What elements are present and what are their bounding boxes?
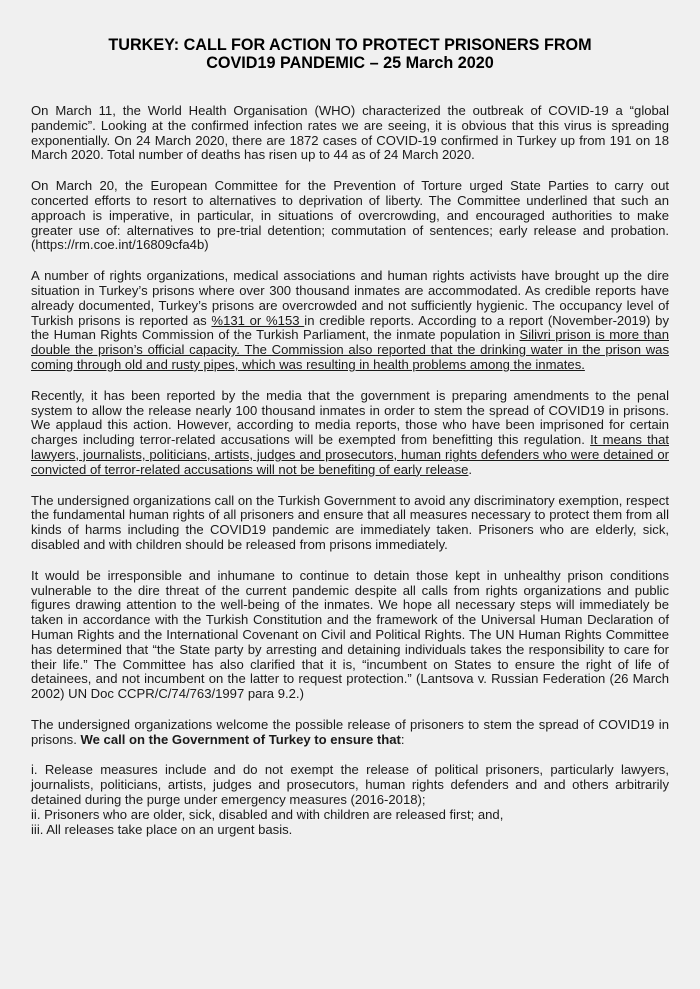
silivri-report-link[interactable]: Silivri prison is more than double the prison’s official capacity. The Commission also reported that the drinking water in the prison was coming through old and rusty pipes, which was resulting in health problems among the inmates. xyxy=(31,327,669,372)
paragraph-penal-amendments xyxy=(31,389,669,478)
demand-item-iii: iii. All releases take place on an urgent basis. xyxy=(31,821,293,837)
occupancy-link[interactable]: %131 or %153 xyxy=(211,312,305,328)
paragraph-cpt-recommendation: On March 20, the European Committee for the Prevention of Torture urged State Parties to carry out concerted efforts to resort to alternatives to deprivation of liberty. The Committee underlined that such an approach is imperative, in particular, in situations of overcrowding, and encouraged authorities to make greater use of: alternatives to pre-trial detention; commutation of sentences; early release and probation. (https://rm.coe.int/16809cfa4b) xyxy=(31,178,669,253)
penal-amendments-end: . xyxy=(468,461,473,477)
welcome-release-text: The undersigned organizations welcome the possible release of prisoners to stem the spread of COVID19 in prisons. xyxy=(31,716,669,747)
prison-conditions-text-b: in credible reports. According to a report (November-2019) by the Human Rights Commission of the Turkish Parliament, the inmate population in xyxy=(31,312,669,343)
document-title xyxy=(31,36,669,72)
title-line-2: COVID19 PANDEMIC – 25 March 2020 xyxy=(206,54,494,72)
paragraph-who-pandemic: On March 11, the World Health Organisation (WHO) characterized the outbreak of COVID-19 a “global pandemic”. Looking at the confirmed infection rates we are seeing, it is obvious that this virus is spreading exponentially. On 24 March 2020, there are 1872 cases of COVID-19 confirmed in Turkey up from 191 on 18 March 2020. Total number of deaths has risen up to 44 as of 24 March 2020. xyxy=(31,103,669,163)
paragraph-call-on-government: The undersigned organizations call on the Turkish Government to avoid any discriminatory exemption, respect the fundamental human rights of all prisoners and ensure that all measures necessary to protect them from all kinds of harms including the COVID19 pandemic are immediately taken. Prisoners who are elderly, sick, disabled and with children should be released from prisons immediately. xyxy=(31,492,669,552)
prison-conditions-text-a: A number of rights organizations, medical associations and human rights activists have brought up the dire situation in Turkey’s prisons where over 300 thousand inmates are accommodated. As credible reports have already documented, Turkey’s prisons are overcrowded and not sufficiently hygienic. The occupancy level of Turkish prisons is reported as xyxy=(31,268,669,328)
paragraph-human-rights-obligations: It would be irresponsible and inhumane to continue to detain those kept in unhealthy prison conditions vulnerable to the dire threat of the current pandemic despite all calls from rights organizations and public figures drawing attention to the well-being of the inmates. We hope all necessary steps will immediately be taken in accordance with the Turkish Constitution and the framework of the Universal Human Declaration of Human Rights and the International Covenant on Civil and Political Rights. The UN Human Rights Committee has determined that “the State party by arresting and detaining individuals takes the responsibility to care for their life.” The Committee has also clarified that it is, “incumbent on States to ensure the right of life of detainees, and not incumbent on the latter to request protection.” (Lantsova v. Russian Federation (26 March 2002) UN Doc CCPR/C/74/763/1997 para 9.2.) xyxy=(31,567,669,702)
demand-item-i: i. Release measures include and do not exempt the release of political prisoners, particularly lawyers, journalists, politicians, artists, judges and prosecutors, human rights defenders and and others arbitrarily detained during the purge under emergency measures (2016-2018); xyxy=(31,762,669,808)
title-line-1: TURKEY: CALL FOR ACTION TO PROTECT PRISONERS FROM xyxy=(108,36,592,54)
penal-amendments-text: Recently, it has been reported by the media that the government is preparing amendments to the penal system to allow the release nearly 100 thousand inmates in order to stem the spread of COVID19 in prisons. We applaud this action. However, according to media reports, those who have been imprisoned for certain charges including terror-related accusations will be exempted from benefitting this regulation. xyxy=(31,387,669,448)
welcome-release-end: : xyxy=(400,731,405,747)
call-to-action-bold: We call on the Government of Turkey to ensure that xyxy=(80,731,401,747)
exemption-link[interactable]: It means that lawyers, journalists, politicians, artists, judges and prosecutors, human rights defenders who were detained or convicted of terror-related accusations will not be benefiting of early release xyxy=(31,432,669,477)
demands-list xyxy=(31,763,669,837)
demand-item-ii: ii. Prisoners who are older, sick, disabled and with children are released first; and, xyxy=(31,806,504,822)
paragraph-welcome-release xyxy=(31,718,669,748)
paragraph-prison-conditions xyxy=(31,269,669,373)
